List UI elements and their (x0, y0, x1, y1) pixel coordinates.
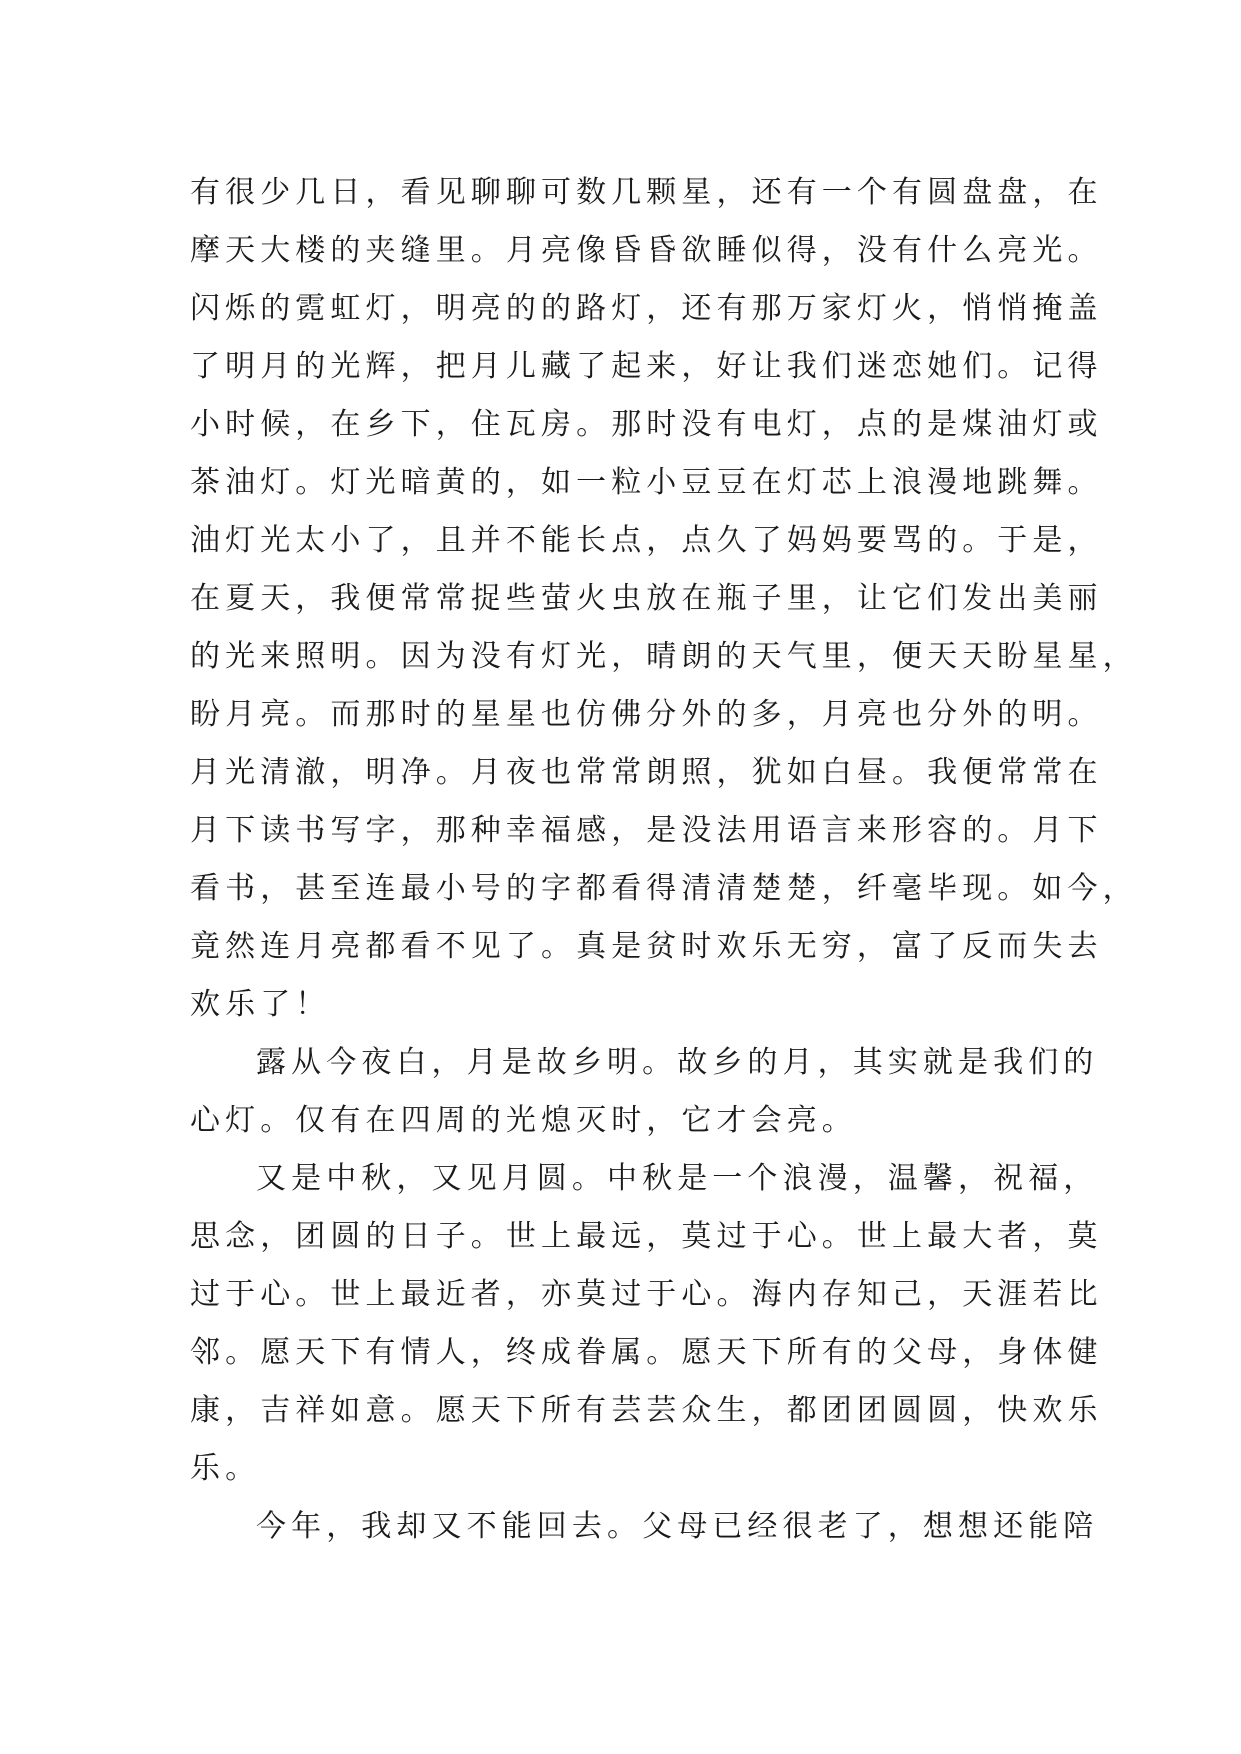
text-line: 康，吉祥如意。愿天下所有芸芸众生，都团团圆圆，快欢乐 (190, 1393, 1103, 1428)
text-line: 有很少几日，看见聊聊可数几颗星，还有一个有圆盘盘，在 (190, 175, 1103, 210)
text-line: 竟然连月亮都看不见了。真是贫时欢乐无穷，富了反而失去 (190, 929, 1103, 964)
text-line: 邻。愿天下有情人，终成眷属。愿天下所有的父母，身体健 (190, 1335, 1103, 1370)
text-line: 盼月亮。而那时的星星也仿佛分外的多，月亮也分外的明。 (190, 697, 1103, 732)
text-line: 闪烁的霓虹灯，明亮的的路灯，还有那万家灯火，悄悄掩盖 (190, 291, 1103, 326)
text-line: 过于心。世上最近者，亦莫过于心。海内存知己，天涯若比 (190, 1277, 1103, 1312)
text-line: 思念，团圆的日子。世上最远，莫过于心。世上最大者，莫 (190, 1219, 1103, 1254)
text-line: 又是中秋，又见月圆。中秋是一个浪漫，温馨，祝福， (256, 1161, 1099, 1196)
text-line: 了明月的光辉，把月儿藏了起来，好让我们迷恋她们。记得 (190, 349, 1103, 384)
text-line: 露从今夜白，月是故乡明。故乡的月，其实就是我们的 (256, 1045, 1099, 1080)
text-line: 月下读书写字，那种幸福感，是没法用语言来形容的。月下 (190, 813, 1103, 848)
text-line: 乐。 (190, 1451, 261, 1486)
text-line: 的光来照明。因为没有灯光，晴朗的天气里，便天天盼星星， (190, 639, 1138, 674)
text-line: 心灯。仅有在四周的光熄灭时，它才会亮。 (190, 1103, 857, 1138)
text-line: 茶油灯。灯光暗黄的，如一粒小豆豆在灯芯上浪漫地跳舞。 (190, 465, 1103, 500)
text-line: 月光清澈，明净。月夜也常常朗照，犹如白昼。我便常常在 (190, 755, 1103, 790)
text-line: 看书，甚至连最小号的字都看得清清楚楚，纤毫毕现。如今， (190, 871, 1138, 906)
text-line: 油灯光太小了，且并不能长点，点久了妈妈要骂的。于是， (190, 523, 1103, 558)
text-line: 摩天大楼的夹缝里。月亮像昏昏欲睡似得，没有什么亮光。 (190, 233, 1103, 268)
text-line: 今年，我却又不能回去。父母已经很老了，想想还能陪 (256, 1509, 1099, 1544)
text-line: 欢乐了！ (190, 987, 331, 1022)
text-line: 在夏天，我便常常捉些萤火虫放在瓶子里，让它们发出美丽 (190, 581, 1103, 616)
body-text (190, 164, 1138, 1556)
text-line: 小时候，在乡下，住瓦房。那时没有电灯，点的是煤油灯或 (190, 407, 1103, 442)
